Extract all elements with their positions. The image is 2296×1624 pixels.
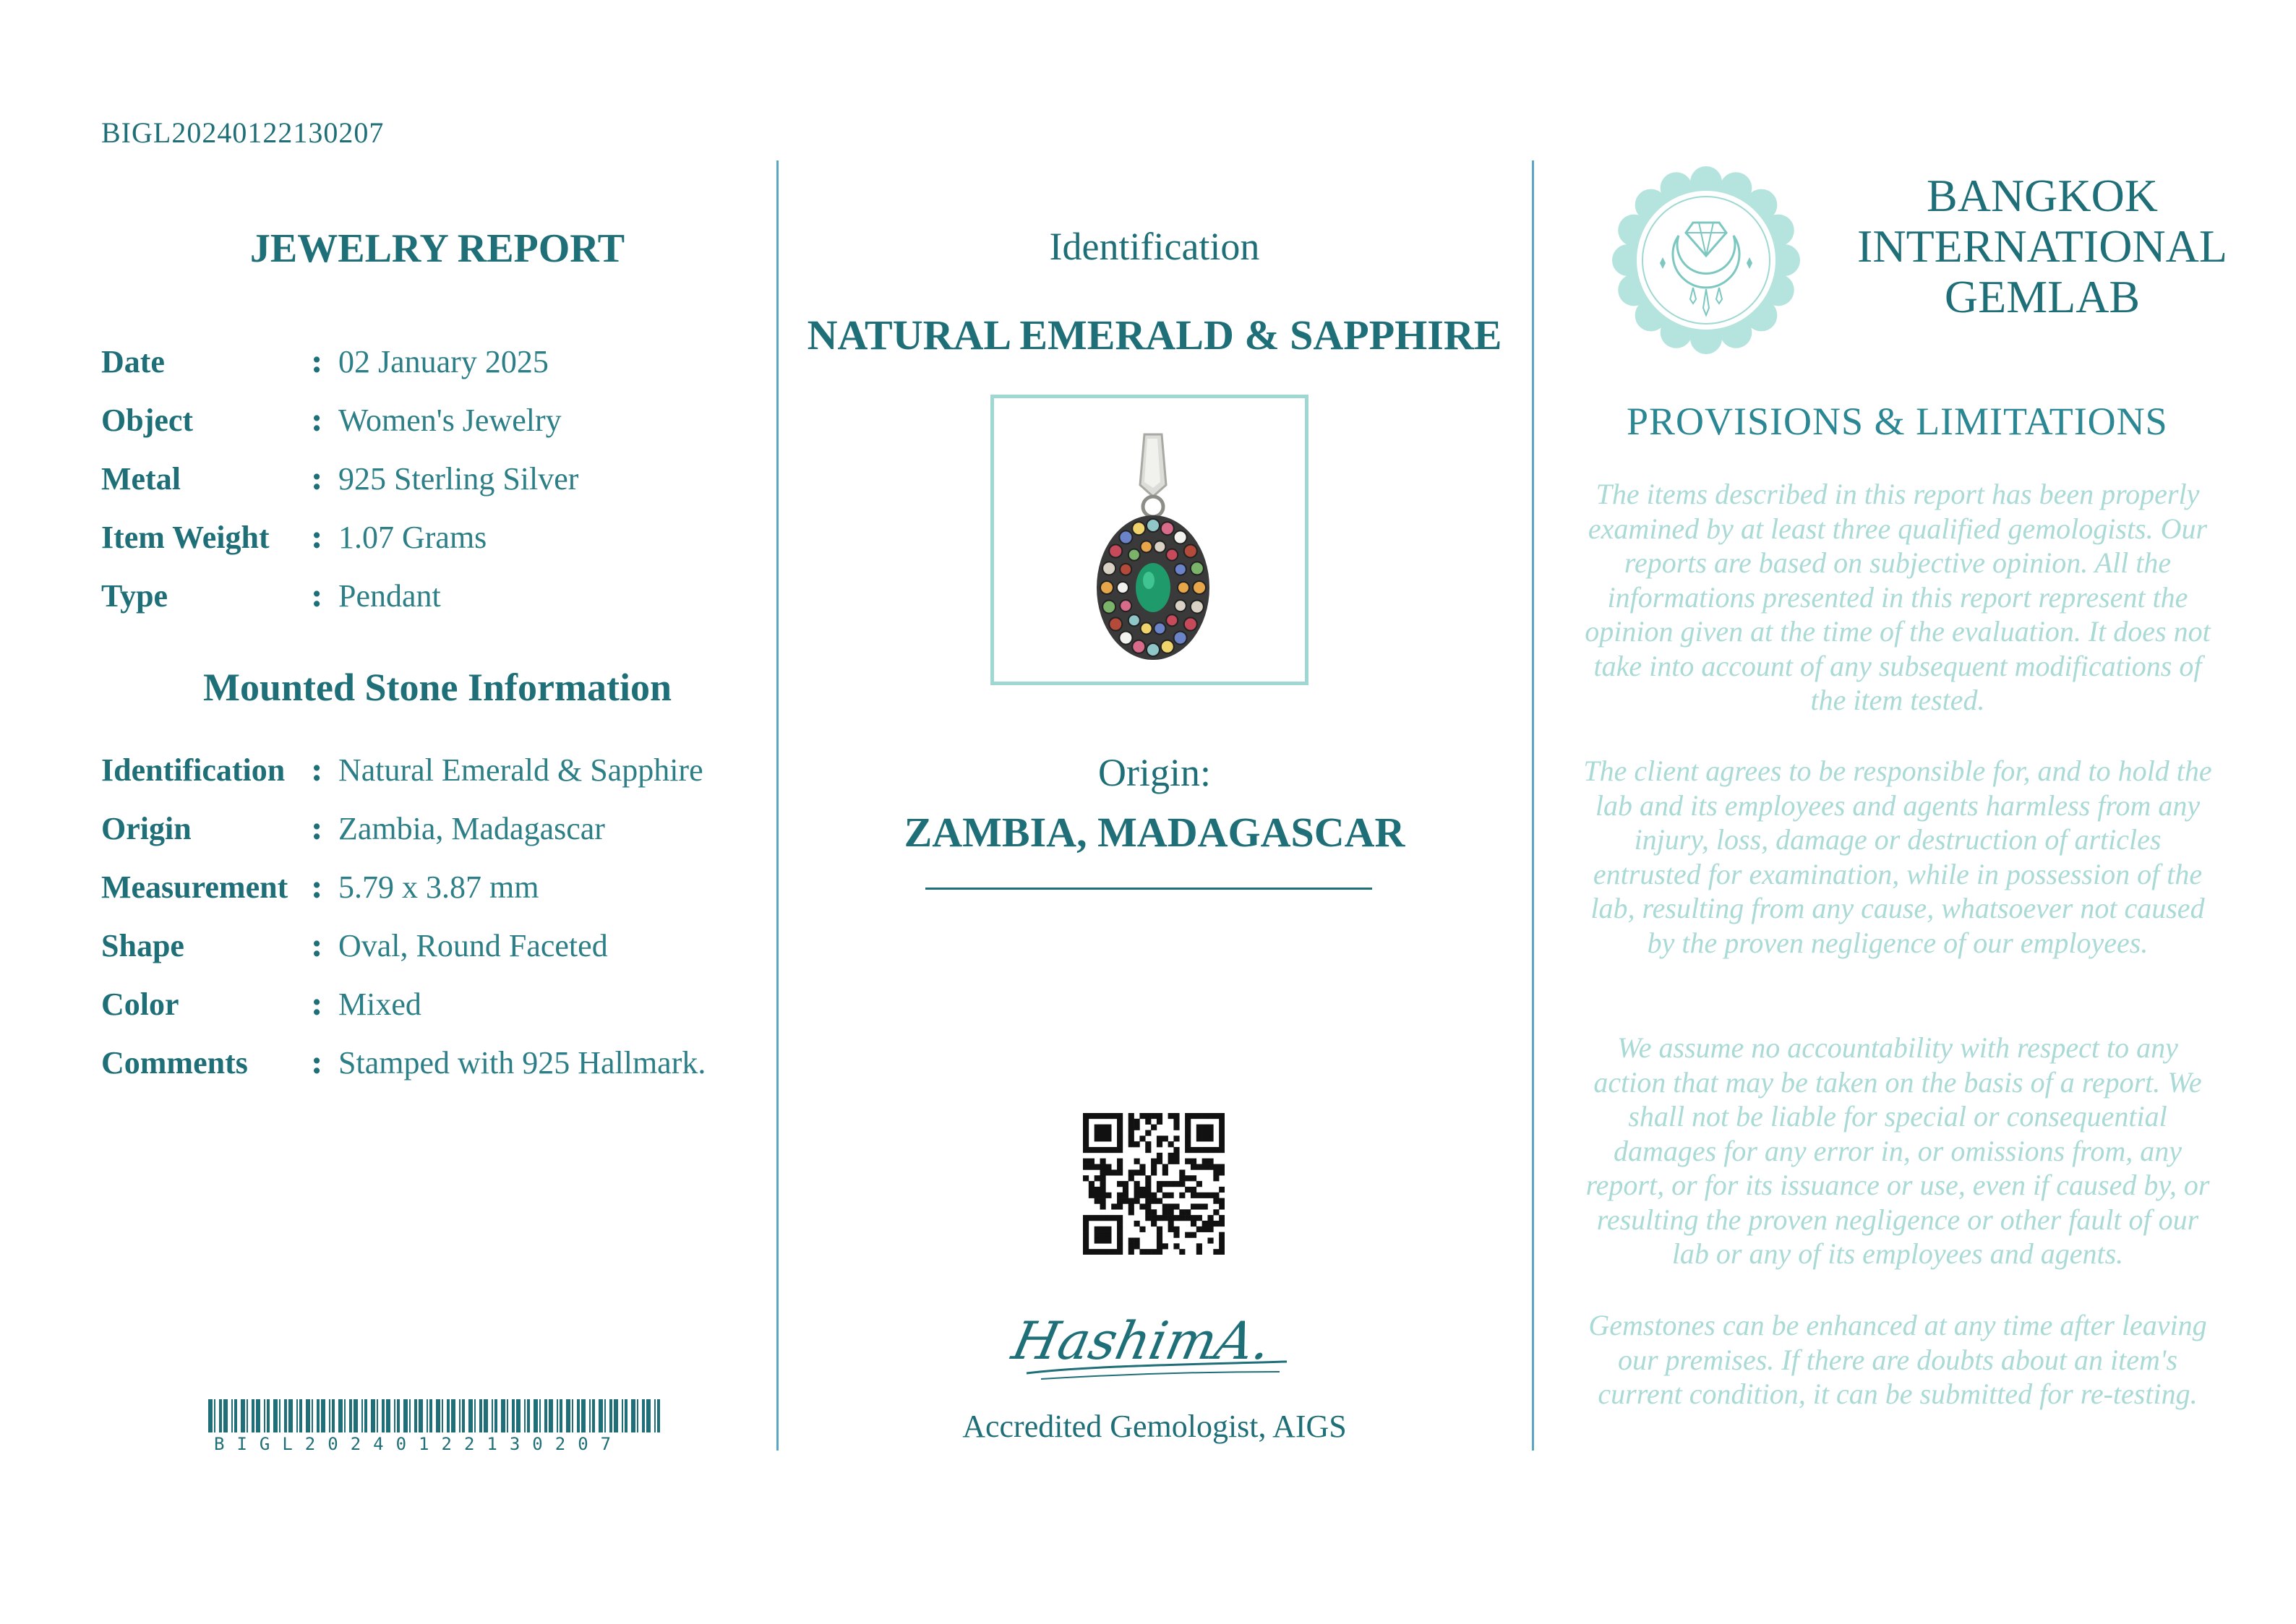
detail-row	[101, 577, 441, 621]
stone-detail-value: Stamped with 925 Hallmark.	[338, 1045, 706, 1080]
origin-underline	[925, 888, 1372, 890]
stone-info-title: Mounted Stone Information	[202, 666, 672, 709]
provisions-title: PROVISIONS & LIMITATIONS	[1627, 400, 2168, 443]
origin-label: Origin:	[1098, 751, 1211, 794]
stone-detail-label: Color	[101, 987, 179, 1022]
detail-row	[101, 343, 549, 387]
pendant-image	[994, 398, 1305, 682]
detail-separator: :	[311, 460, 323, 497]
stone-detail-row	[101, 869, 539, 912]
stone-detail-label: Comments	[101, 1045, 248, 1080]
barcode	[208, 1399, 664, 1432]
stone-detail-label: Identification	[101, 752, 286, 788]
item-photo	[990, 395, 1308, 685]
lab-seal-logo	[1612, 166, 1800, 354]
lab-name-line-1: BANGKOK	[1927, 170, 2158, 221]
stone-detail-separator: :	[311, 1044, 323, 1081]
detail-separator: :	[311, 577, 323, 614]
detail-value: Pendant	[338, 578, 441, 614]
stone-detail-value: Mixed	[338, 987, 421, 1022]
stone-detail-value: Oval, Round Faceted	[338, 928, 608, 963]
detail-row	[101, 519, 487, 562]
detail-value: Women's Jewelry	[338, 403, 562, 438]
signature	[998, 1286, 1301, 1395]
barcode-number: BIGL20240122130207	[214, 1434, 624, 1454]
lab-name-line-3: GEMLAB	[1944, 271, 2141, 322]
qr-code	[1083, 1113, 1225, 1255]
identification-value: NATURAL EMERALD & SAPPHIRE	[807, 312, 1502, 358]
stone-detail-separator: :	[311, 752, 323, 789]
stone-detail-label: Origin	[101, 811, 192, 846]
detail-row	[101, 402, 562, 445]
detail-label: Date	[101, 344, 165, 379]
stone-detail-separator: :	[311, 810, 323, 847]
provisions-paragraph-1: The items described in this report has been properly examined by at least three qualified gemologists. Our reports are based on subjective opinion. All the informations presented in this report represent the opinion given at the time of the evaluation. It does not take into account of any subsequent modifications of the item tested.	[1585, 478, 2211, 716]
stone-detail-separator: :	[311, 986, 323, 1023]
provisions-paragraph-2: The client agrees to be responsible for, and to hold the lab and its employees and agents harmless from any injury, loss, damage or destruction of articles entrusted for examination, while in possession of the lab, resulting from any cause, whatsoever not caused by the proven negligence of our employees.	[1583, 755, 2212, 959]
detail-separator: :	[311, 343, 323, 380]
lab-name-line-2: INTERNATIONAL	[1857, 220, 2227, 272]
divider-right	[1532, 160, 1534, 1451]
detail-row	[101, 460, 578, 504]
stone-detail-row	[101, 986, 421, 1029]
detail-label: Type	[101, 578, 168, 614]
detail-separator: :	[311, 402, 323, 439]
identification-label: Identification	[1049, 225, 1260, 268]
stone-detail-separator: :	[311, 927, 323, 964]
report-title: JEWELRY REPORT	[249, 226, 625, 271]
stone-detail-separator: :	[311, 869, 323, 906]
report-id: BIGL20240122130207	[101, 116, 385, 149]
provisions-paragraph-3: We assume no accountability with respect to any action that may be taken on the basis of a report. We shall not be liable for special or consequential damages for any error in, or omissions from, any report, or for its issuance or use, even if caused by, or resulting the proven negligence or other fault of our lab or any of its employees and agents.	[1585, 1031, 2210, 1270]
detail-value: 02 January 2025	[338, 344, 549, 379]
stone-detail-value: Natural Emerald & Sapphire	[338, 752, 703, 788]
signature-text: HashimA.	[1006, 1310, 1277, 1372]
stone-detail-row	[101, 752, 703, 795]
provisions-paragraph-4: Gemstones can be enhanced at any time after leaving our premises. If there are doubts about an item's current condition, it can be submitted for re-testing.	[1588, 1309, 2207, 1410]
detail-value: 925 Sterling Silver	[338, 461, 579, 497]
stone-detail-value: 5.79 x 3.87 mm	[338, 869, 539, 905]
detail-label: Object	[101, 403, 194, 438]
stone-detail-label: Measurement	[101, 869, 288, 905]
detail-label: Item Weight	[101, 520, 270, 555]
detail-value: 1.07 Grams	[338, 520, 487, 555]
stone-detail-value: Zambia, Madagascar	[338, 811, 605, 846]
stone-detail-row	[101, 927, 608, 971]
detail-separator: :	[311, 519, 323, 556]
stone-detail-row	[101, 810, 605, 854]
stone-detail-row	[101, 1044, 706, 1088]
detail-label: Metal	[101, 461, 181, 497]
signature-caption: Accredited Gemologist, AIGS	[962, 1409, 1347, 1444]
lab-name	[1836, 171, 2248, 322]
stone-detail-label: Shape	[101, 928, 184, 963]
origin-value: ZAMBIA, MADAGASCAR	[904, 809, 1405, 856]
